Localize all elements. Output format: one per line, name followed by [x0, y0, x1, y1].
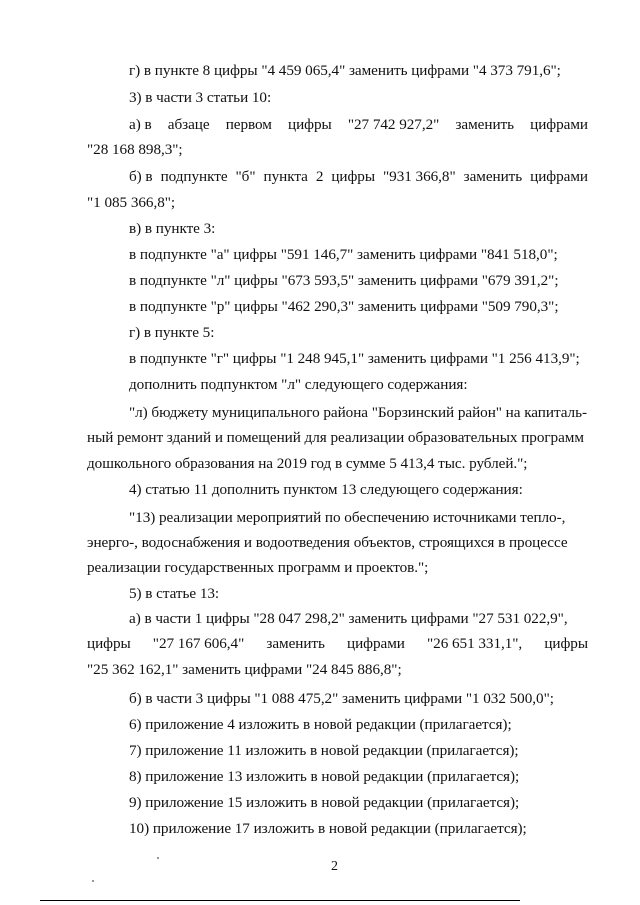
text-line: энерго-, водоснабжения и водоотведения объектов, строящихся в процессе: [87, 534, 568, 551]
justified-line: [129, 116, 588, 134]
text-line: 8) приложение 13 изложить в новой редакции (прилагается);: [129, 768, 520, 785]
word: 2: [315, 168, 324, 185]
text-line: в подпункте "а" цифры "591 146,7" заменить цифрами "841 518,0";: [129, 246, 558, 263]
page-edge-line: [40, 900, 520, 901]
word: первом: [225, 116, 272, 133]
word: цифрами: [530, 168, 588, 185]
word: заменить: [266, 635, 325, 652]
word: "27 167 606,4": [152, 635, 245, 652]
justified-line: [129, 168, 588, 186]
text-line: 3) в части 3 статьи 10:: [129, 89, 272, 106]
text-line: г) в пункте 8 цифры "4 459 065,4" заменить цифрами "4 373 791,6";: [129, 62, 561, 79]
word: цифрами: [347, 635, 405, 652]
text-line: дошкольного образования на 2019 год в сумме 5 413,4 тыс. рублей.";: [87, 455, 528, 472]
text-line: реализации государственных программ и проектов.";: [87, 559, 429, 576]
word: цифры: [331, 168, 376, 185]
word: "26 651 331,1",: [427, 635, 523, 652]
text-line: 5) в статье 13:: [129, 585, 220, 602]
text-line: в) в пункте 3:: [129, 220, 216, 237]
text-line: в подпункте "р" цифры "462 290,3" заменить цифрами "509 790,3";: [129, 298, 559, 315]
text-line: дополнить подпунктом "л" следующего содержания:: [129, 376, 468, 393]
word: "б": [235, 168, 256, 185]
word: пункта: [263, 168, 308, 185]
text-line: "13) реализации мероприятий по обеспечению источниками тепло-,: [129, 509, 566, 526]
word: "27 742 927,2": [347, 116, 440, 133]
word: цифрами: [530, 116, 588, 133]
justified-line: [87, 635, 588, 653]
text-line: 7) приложение 11 изложить в новой редакции (прилагается);: [129, 742, 519, 759]
page-number: 2: [331, 859, 338, 874]
text-line: 10) приложение 17 изложить в новой редакции (прилагается);: [129, 820, 527, 837]
scan-speck: [157, 857, 159, 859]
word: "931 366,8": [383, 168, 456, 185]
word: б) в: [129, 168, 153, 185]
word: цифры: [288, 116, 332, 133]
text-line: а) в части 1 цифры "28 047 298,2" заменить цифрами "27 531 022,9",: [129, 610, 568, 627]
text-line: "1 085 366,8";: [87, 194, 176, 211]
text-line: б) в части 3 цифры "1 088 475,2" заменить цифрами "1 032 500,0";: [129, 690, 554, 707]
text-line: ный ремонт зданий и помещений для реализации образовательных программ: [87, 429, 584, 446]
text-line: 9) приложение 15 изложить в новой редакции (прилагается);: [129, 794, 520, 811]
word: заменить: [455, 116, 514, 133]
word: цифры: [87, 635, 131, 652]
word: заменить: [463, 168, 523, 185]
word: абзаце: [167, 116, 210, 133]
text-line: "28 168 898,3";: [87, 141, 183, 158]
text-line: в подпункте "л" цифры "673 593,5" заменить цифрами "679 391,2";: [129, 272, 559, 289]
text-line: в подпункте "г" цифры "1 248 945,1" заменить цифрами "1 256 413,9";: [129, 350, 580, 367]
text-line: "25 362 162,1" заменить цифрами "24 845 886,8";: [87, 661, 402, 678]
text-line: г) в пункте 5:: [129, 324, 215, 341]
text-line: 4) статью 11 дополнить пунктом 13 следующего содержания:: [129, 481, 523, 498]
text-line: "л) бюджету муниципального района "Борзинский район" на капиталь-: [129, 404, 587, 421]
word: а) в: [129, 116, 152, 133]
word: цифры: [544, 635, 588, 652]
scan-speck: [92, 880, 94, 882]
word: подпункте: [160, 168, 228, 185]
text-line: 6) приложение 4 изложить в новой редакции (прилагается);: [129, 716, 512, 733]
